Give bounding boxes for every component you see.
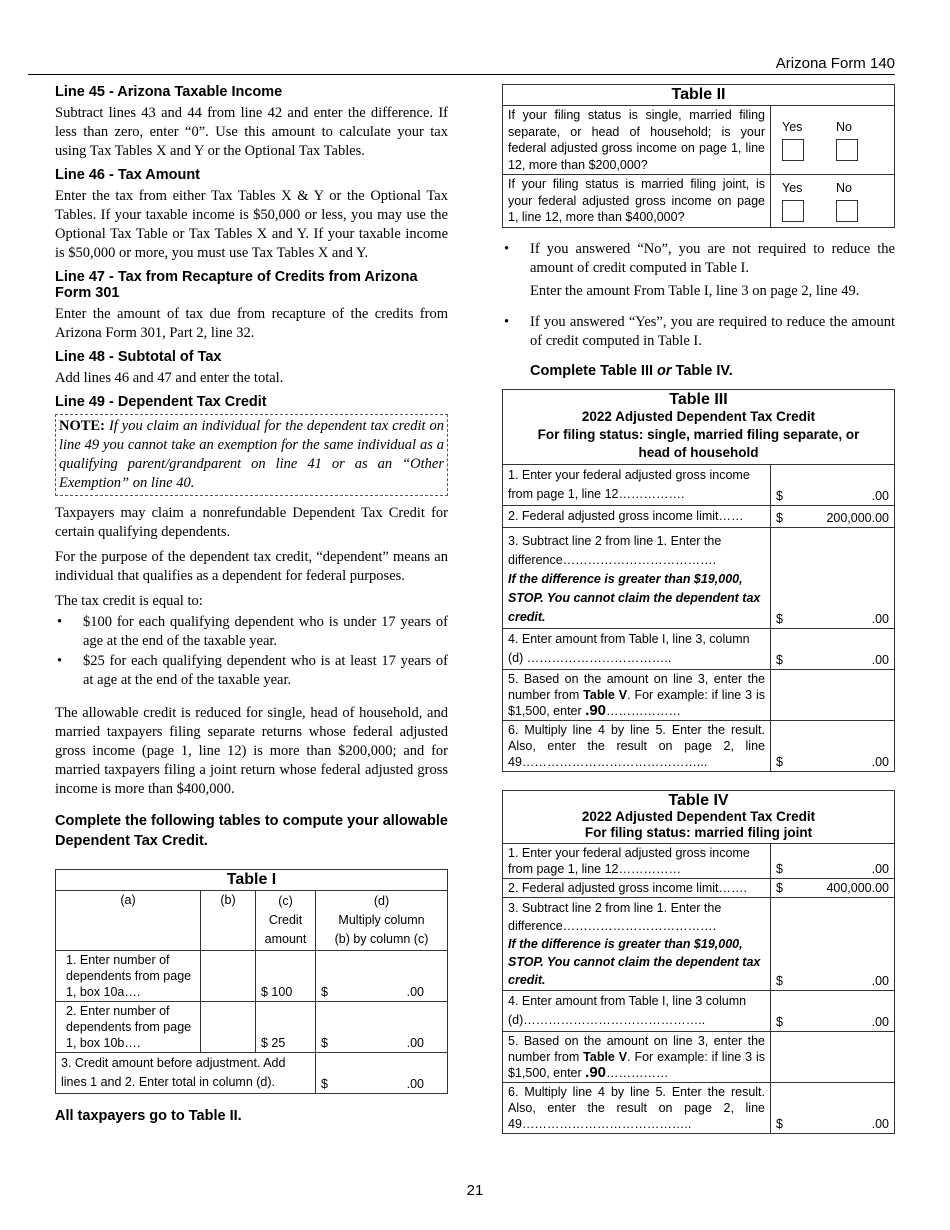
table-row <box>503 505 895 527</box>
label: .90 <box>585 701 607 719</box>
left-column <box>55 82 448 1128</box>
input-cell[interactable] <box>771 669 895 720</box>
no-label: No <box>836 180 852 195</box>
amount-field[interactable] <box>771 897 895 990</box>
answer-list <box>502 240 895 278</box>
no-checkbox[interactable] <box>836 200 858 222</box>
table-title: Table III <box>669 390 728 408</box>
label: 5. Based on the amount on line 3, enter the number from <box>508 1033 765 1064</box>
input-cell[interactable] <box>771 1031 895 1082</box>
line49-heading: Line 49 - Dependent Tax Credit <box>55 394 267 410</box>
label: Credit <box>268 913 303 927</box>
table-title: Table I <box>56 870 448 891</box>
amount-value: 400,000.00 <box>826 880 889 895</box>
row-label: 2. Federal adjusted gross income limit…… <box>503 505 771 527</box>
warning-text: If the difference is greater than $19,000, STOP. You cannot claim the dependent tax credit. <box>508 936 761 987</box>
table-1 <box>55 869 448 1094</box>
complete-instruction <box>502 363 895 379</box>
table-header <box>503 790 895 843</box>
label: ……………… <box>606 703 682 718</box>
amount-field[interactable] <box>771 990 895 1031</box>
paragraph: For the purpose of the dependent tax credit, “dependent” means an individual that qualifies as a dependent for federal purposes. <box>55 549 448 584</box>
dollar-sign: $ <box>321 985 328 999</box>
label: Table V <box>583 687 628 702</box>
table-row <box>503 527 895 628</box>
table-subtitle: 2022 Adjusted Dependent Tax Credit <box>581 408 816 424</box>
paragraph: The allowable credit is reduced for single, head of household, and married taxpayers filing separate returns whose federal adjusted gross income (page 1, line 12) is more than $200,000; and for married taxpayers filing a joint return whose federal adjusted gross income is more than $400,000. <box>55 705 448 797</box>
paragraph: The tax credit is equal to: <box>55 593 203 609</box>
amount-field[interactable] <box>316 1053 448 1094</box>
page-number: 21 <box>466 1182 484 1199</box>
yes-label: Yes <box>782 180 803 195</box>
yes-checkbox[interactable] <box>782 200 804 222</box>
dollar-sign: $ <box>776 973 783 988</box>
form-name: Arizona Form 140 <box>775 55 895 72</box>
amount-value: .00 <box>871 488 889 503</box>
answer-list <box>502 313 895 351</box>
dollar-sign: $ <box>321 1077 328 1091</box>
input-cell[interactable] <box>201 1002 256 1053</box>
dollar-sign: $ <box>776 880 783 895</box>
dollar-sign: $ <box>776 754 783 769</box>
amount-field[interactable] <box>771 628 895 669</box>
row-label <box>503 897 771 990</box>
col-header-b: (b) <box>201 891 256 951</box>
label: Table V <box>583 1049 628 1064</box>
label: Table IV. <box>671 362 733 379</box>
table-subtitle: 2022 Adjusted Dependent Tax Credit <box>581 808 816 824</box>
table-row <box>56 1002 448 1053</box>
dollar-sign: $ <box>776 510 783 525</box>
label: (d) <box>373 894 390 908</box>
answer-cell <box>771 106 895 175</box>
amount-value: .00 <box>406 1077 424 1091</box>
label: or <box>657 362 672 379</box>
amount-value: .00 <box>871 1014 889 1029</box>
line48-heading: Line 48 - Subtotal of Tax <box>55 349 222 365</box>
amount-field[interactable] <box>771 1082 895 1133</box>
amount-value: .00 <box>871 1116 889 1131</box>
amount-field[interactable] <box>316 951 448 1002</box>
row-label: 6. Multiply line 4 by line 5. Enter the result. Also, enter the result on page 2, line 49………………………………….. <box>503 1082 771 1133</box>
right-column <box>502 84 895 1134</box>
table-row <box>503 628 895 669</box>
label: amount <box>264 932 307 946</box>
note-text: If you claim an individual for the dependent tax credit on line 49 you cannot take an exemption for the same individual as a qualifying parent/grandparent on line 41 or as an “Other Exemption” on line 40. <box>59 418 445 491</box>
label: (c) <box>278 894 293 908</box>
credit-list <box>55 613 448 690</box>
row-label: 2. Enter number of dependents from page 1, box 10b…. <box>56 1002 201 1053</box>
amount-field[interactable] <box>771 464 895 505</box>
table-row <box>503 897 895 990</box>
dollar-sign: $ <box>776 1116 783 1131</box>
amount-value: 200,000.00 <box>826 510 889 525</box>
table-3 <box>502 389 895 772</box>
label: . For example: if line 3 is $1,500, enter <box>508 1049 765 1080</box>
no-label: No <box>836 120 852 134</box>
complete-instruction: Complete the following tables to compute your allowable Dependent Tax Credit. <box>55 813 448 849</box>
list-item: • $25 for each qualifying dependent who is at least 17 years of at age at the end of the taxable year. <box>55 652 448 690</box>
header-rule <box>28 74 895 75</box>
dollar-sign: $ <box>776 1014 783 1029</box>
row-label <box>503 1031 771 1082</box>
amount-value: .00 <box>871 754 889 769</box>
note-box <box>55 414 448 496</box>
amount-field <box>771 878 895 897</box>
label: .90 <box>585 1063 607 1081</box>
yes-label: Yes <box>782 120 803 134</box>
line45-heading: Line 45 - Arizona Taxable Income <box>55 84 283 100</box>
amount-value: .00 <box>871 973 889 988</box>
table-row <box>503 669 895 720</box>
label: Complete Table III <box>530 362 658 379</box>
footer-instruction: All taxpayers go to Table II. <box>55 1108 242 1124</box>
line45-text: Subtract lines 43 and 44 from line 42 and enter the difference. If less than zero, enter “0”. Use this amount to calculate your tax using Tax Tables X and Y or the Optional Tax Tables. <box>55 105 448 159</box>
label: …………… <box>606 1065 669 1080</box>
paragraph: Taxpayers may claim a nonrefundable Dependent Tax Credit for certain qualifying dependents. <box>55 505 448 540</box>
row-label: 2. Federal adjusted gross income limit……. <box>503 878 771 897</box>
row-label: 1. Enter your federal adjusted gross income from page 1, line 12……………. <box>503 464 771 505</box>
question-1: If your filing status is single, married filing separate, or head of household; is your federal adjusted gross income on page 1, line 12, more than $200,000? <box>503 106 771 175</box>
dollar-sign: $ <box>776 611 783 626</box>
table-row <box>503 106 895 175</box>
dollar-sign: $ <box>776 861 783 876</box>
table-title: Table IV <box>668 791 729 809</box>
table-title: Table II <box>503 85 895 106</box>
label: (b) by column (c) <box>334 932 429 946</box>
row-label: 6. Multiply line 4 by line 5. Enter the result. Also, enter the result on page 2, line 49……………………………………... <box>503 720 771 771</box>
col-header-a: (a) <box>56 891 201 951</box>
amount-field[interactable] <box>771 843 895 878</box>
list-item: • If you answered “No”, you are not required to reduce the amount of credit computed in Table I. <box>502 240 895 278</box>
label: . For example: if line 3 is $1,500, enter <box>508 687 765 718</box>
table-row <box>503 464 895 505</box>
amount-field[interactable] <box>771 527 895 628</box>
label: Multiply column <box>338 913 425 927</box>
table-row <box>56 951 448 1002</box>
note-label: NOTE: <box>59 418 105 434</box>
label: 3. Subtract line 2 from line 1. Enter the difference………………………………. <box>508 533 722 567</box>
amount-field[interactable] <box>316 1002 448 1053</box>
credit-amount: $ 100 <box>256 951 316 1002</box>
answer-cell <box>771 175 895 228</box>
row-label: 4. Enter amount from Table I, line 3, column (d) …………………………….. <box>503 628 771 669</box>
paragraph: Enter the amount From Table I, line 3 on page 2, line 49. <box>530 282 860 299</box>
amount-value: .00 <box>871 861 889 876</box>
table-4 <box>502 790 895 1134</box>
col-header-c <box>256 891 316 951</box>
table-row <box>56 1053 448 1094</box>
amount-field <box>771 505 895 527</box>
amount-value: .00 <box>871 652 889 667</box>
table-row <box>503 1082 895 1133</box>
list-item: • $100 for each qualifying dependent who is under 17 years of age at the end of the taxable year. <box>55 613 448 651</box>
question-2: If your filing status is married filing joint, is your federal adjusted gross income on page 1, line 12, more than $400,000? <box>503 175 771 228</box>
table-row <box>503 843 895 878</box>
label: 5. Based on the amount on line 3, enter the number from <box>508 671 765 702</box>
dollar-sign: $ <box>776 488 783 503</box>
row-label <box>503 527 771 628</box>
row-label: 1. Enter your federal adjusted gross income from page 1, line 12…………… <box>503 843 771 878</box>
dollar-sign: $ <box>321 1036 328 1050</box>
line48-text: Add lines 46 and 47 and enter the total. <box>55 370 284 386</box>
row-label <box>503 669 771 720</box>
table-row <box>503 1031 895 1082</box>
table-row <box>503 878 895 897</box>
line46-heading: Line 46 - Tax Amount <box>55 167 201 183</box>
amount-value: .00 <box>406 985 424 999</box>
row-label: 1. Enter number of dependents from page 1, box 10a…. <box>56 951 201 1002</box>
line47-text: Enter the amount of tax due from recapture of the credits from Arizona Form 301, Part 2, line 32. <box>55 306 448 341</box>
row-label: 4. Enter amount from Table I, line 3 column (d)…………………………………….. <box>503 990 771 1031</box>
table-2 <box>502 84 895 228</box>
credit-amount: $ 25 <box>256 1002 316 1053</box>
input-cell[interactable] <box>201 951 256 1002</box>
table-row <box>503 990 895 1031</box>
amount-value: .00 <box>871 611 889 626</box>
label: 3. Subtract line 2 from line 1. Enter the difference………………………………. <box>508 900 722 933</box>
list-item: • If you answered “Yes”, you are required to reduce the amount of credit computed in Table I. <box>502 313 895 351</box>
table-header <box>503 389 895 464</box>
dollar-sign: $ <box>776 652 783 667</box>
table-subtitle: For filing status: single, married filing separate, or head of household <box>537 426 860 460</box>
amount-value: .00 <box>406 1036 424 1050</box>
row-label: 3. Credit amount before adjustment. Add lines 1 and 2. Enter total in column (d). <box>56 1053 316 1094</box>
yes-checkbox[interactable] <box>782 139 804 161</box>
no-checkbox[interactable] <box>836 139 858 161</box>
warning-text: If the difference is greater than $19,000, STOP. You cannot claim the dependent tax credit. <box>508 571 761 624</box>
line47-heading: Line 47 - Tax from Recapture of Credits from Arizona Form 301 <box>55 269 418 301</box>
table-subtitle: For filing status: married filing joint <box>584 824 813 840</box>
table-row <box>503 720 895 771</box>
table-row <box>503 175 895 228</box>
line46-text: Enter the tax from either Tax Tables X & Y or the Optional Tax Tables. If your taxable income is $50,000 or less, you may use the Optional Tax Table or Tax Tables X and Y. If your taxable income is $50,000 or more, you must use Tax Tables X and Y. <box>55 188 448 261</box>
col-header-d <box>316 891 448 951</box>
amount-field[interactable] <box>771 720 895 771</box>
